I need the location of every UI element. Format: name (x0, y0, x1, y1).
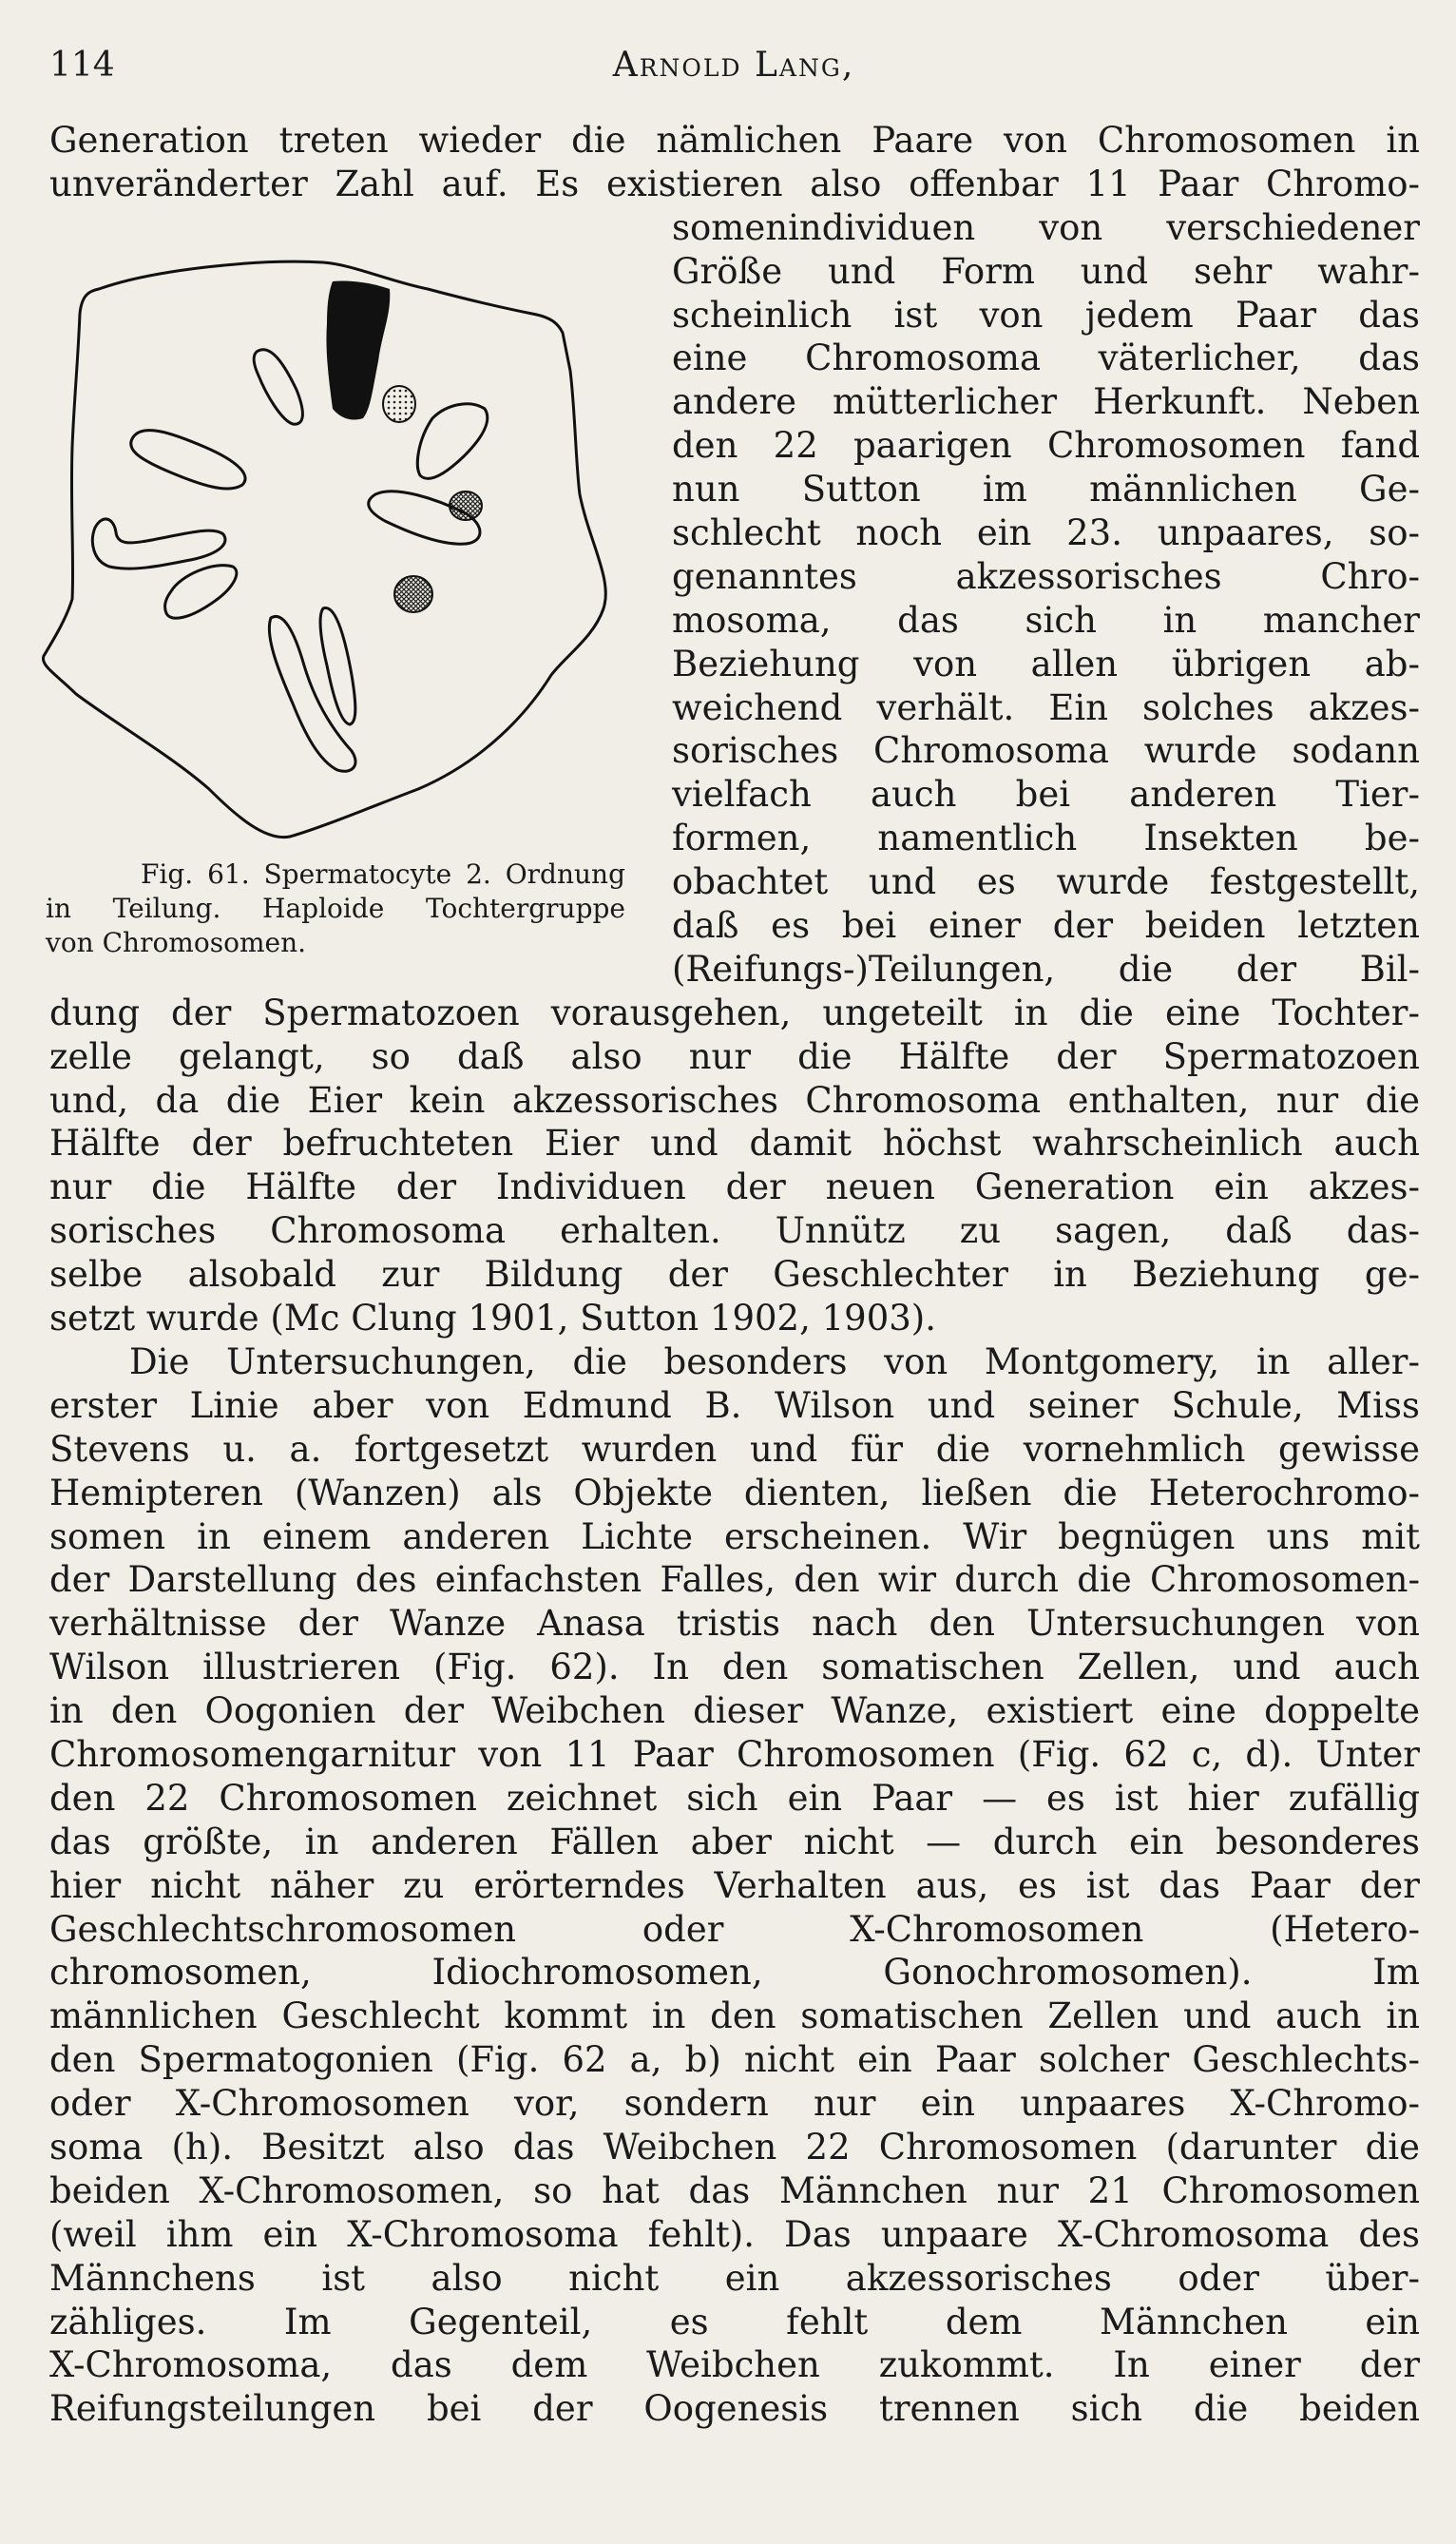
text-line: Chromosomengarnitur von 11 Paar Chromosomen (Fig. 62 c, d). Unter (49, 1733, 1420, 1775)
text-line: eine Chromosoma väterlicher, das (672, 337, 1420, 379)
text-line: Größe und Form und sehr wahr- (672, 250, 1420, 292)
text-line: Generation treten wieder die nämlichen Paare von Chromosomen in (49, 120, 1420, 161)
text-line: in den Oogonien der Weibchen dieser Wanze, existiert eine doppelte (49, 1690, 1420, 1732)
text-line: hier nicht näher zu erörterndes Verhalten aus, es ist das Paar der (49, 1864, 1420, 1906)
text-line: Die Untersuchungen, die besonders von Montgomery, in aller- (129, 1340, 1420, 1382)
text-line: soma (h). Besitzt also das Weibchen 22 Chromosomen (darunter die (49, 2126, 1420, 2168)
text-line: daß es bei einer der beiden letzten (672, 905, 1420, 947)
text-line: der Darstellung des einfachsten Falles, den wir durch die Chromosomen- (49, 1559, 1420, 1601)
text-line: verhältnisse der Wanze Anasa tristis nach den Untersuchungen von (49, 1603, 1420, 1645)
text-line: vielfach auch bei anderen Tier- (672, 774, 1420, 816)
text-line: somen in einem anderen Lichte erscheinen. Wir begnügen uns mit (49, 1515, 1420, 1557)
body-text (49, 119, 1420, 2431)
text-line: erster Linie aber von Edmund B. Wilson und seiner Schule, Miss (49, 1384, 1420, 1426)
text-line: den 22 paarigen Chromosomen fand (672, 425, 1420, 467)
text-line: obachtet und es wurde festgestellt, (672, 861, 1420, 903)
text-line: den Spermatogonien (Fig. 62 a, b) nicht ein Paar solcher Geschlechts- (49, 2039, 1420, 2081)
text-line: Stevens u. a. fortgesetzt wurden und für die vornehmlich gewisse (49, 1428, 1420, 1470)
caption-line: in Teilung. Haploide Tochtergruppe (46, 893, 625, 924)
text-line: den 22 Chromosomen zeichnet sich ein Paar — es ist hier zufällig (49, 1777, 1420, 1819)
text-line: Reifungsteilungen bei der Oogenesis trennen sich die beiden (49, 2388, 1420, 2430)
page-header (49, 42, 1418, 89)
text-line: unveränderter Zahl auf. Es existieren also offenbar 11 Paar Chromo- (49, 163, 1420, 204)
text-line: andere mütterlicher Herkunft. Neben (672, 381, 1420, 423)
text-line: (Reifungs-)Teilungen, die der Bil- (672, 948, 1420, 990)
text-line: (weil ihm ein X-Chromosoma fehlt). Das unpaare X-Chromosoma des (49, 2213, 1420, 2255)
text-line: Beziehung von allen übrigen ab- (672, 643, 1420, 684)
text-line: beiden X-Chromosomen, so hat das Männchen nur 21 Chromosomen (49, 2169, 1420, 2211)
text-line: X-Chromosoma, das dem Weibchen zukommt. In einer der (49, 2344, 1420, 2386)
text-line: nun Sutton im männlichen Ge- (672, 469, 1420, 511)
text-line: setzt wurde (Mc Clung 1901, Sutton 1902, 1903). (49, 1298, 936, 1339)
text-line: das größte, in anderen Fällen aber nicht — durch ein besonderes (49, 1821, 1420, 1862)
text-line: männlichen Geschlecht kommt in den somatischen Zellen und auch in (49, 1995, 1420, 2037)
text-line: schlecht noch ein 23. unpaares, so- (672, 512, 1420, 554)
caption-line: Fig. 61. Spermatocyte 2. Ordnung (141, 858, 625, 890)
caption-line: von Chromosomen. (46, 927, 306, 958)
running-head: Arnold Lang, (612, 46, 855, 85)
text-line: mosoma, das sich in mancher (672, 599, 1420, 641)
text-line: Hälfte der befruchteten Eier und damit höchst wahrscheinlich auch (49, 1123, 1420, 1165)
text-line: genanntes akzessorisches Chro- (672, 555, 1420, 597)
text-line: und, da die Eier kein akzessorisches Chromosoma enthalten, nur die (49, 1079, 1420, 1121)
page-number: 114 (49, 46, 115, 85)
text-line: sorisches Chromosoma wurde sodann (672, 730, 1420, 772)
text-line: selbe alsobald zur Bildung der Geschlechter in Beziehung ge- (49, 1254, 1420, 1296)
text-line: sorisches Chromosoma erhalten. Unnütz zu sagen, daß das- (49, 1210, 1420, 1252)
text-line: Hemipteren (Wanzen) als Objekte dienten, ließen die Heterochromo- (49, 1472, 1420, 1513)
text-line: zähliges. Im Gegenteil, es fehlt dem Männchen ein (49, 2301, 1420, 2342)
text-line: formen, namentlich Insekten be- (672, 818, 1420, 859)
text-line: Wilson illustrieren (Fig. 62). In den somatischen Zellen, und auch (49, 1647, 1420, 1688)
text-line: chromosomen, Idiochromosomen, Gonochromosomen). Im (49, 1952, 1420, 1994)
text-line: Männchens ist also nicht ein akzessorisches oder über- (49, 2257, 1420, 2299)
text-line: dung der Spermatozoen vorausgehen, ungeteilt in die eine Tochter- (49, 992, 1420, 1033)
text-line: somenindividuen von verschiedener (672, 206, 1420, 248)
text-line: oder X-Chromosomen vor, sondern nur ein unpaares X-Chromo- (49, 2083, 1420, 2125)
text-line: nur die Hälfte der Individuen der neuen Generation ein akzes- (49, 1166, 1420, 1208)
text-line: scheinlich ist von jedem Paar das (672, 294, 1420, 336)
text-line: zelle gelangt, so daß also nur die Hälfte der Spermatozoen (49, 1035, 1420, 1077)
text-line: Geschlechtschromosomen oder X-Chromosomen (Hetero- (49, 1908, 1420, 1950)
text-line: weichend verhält. Ein solches akzes- (672, 686, 1420, 728)
